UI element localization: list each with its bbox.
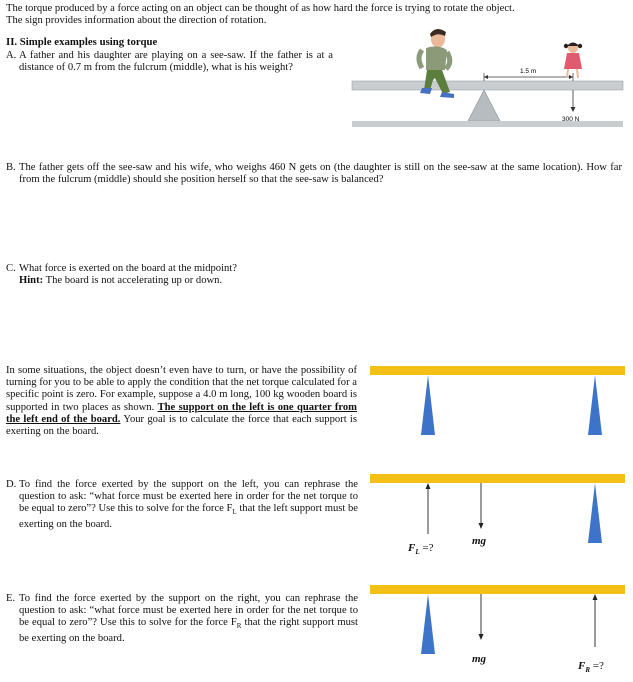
board-2 bbox=[370, 474, 625, 483]
part-e-sub: R bbox=[236, 622, 242, 631]
part-a-text: A father and his daughter are playing on a see-saw. If the father is at a distance of 0.7 m from the fulcrum (middle), what is his weight? bbox=[19, 50, 333, 74]
part-b-label: B. bbox=[6, 162, 16, 173]
situation-text-1: In some situations, the object doesn’t even have to turn, or have the possibility of turning for you to be able to apply the condition that the net torque calculated for a specific point is zero. For example, suppose a 4.0 m long, 100 kg wooden board is supported in two places as shown. bbox=[6, 365, 357, 413]
intro-line-2: The sign provides information about the direction of rotation. bbox=[6, 15, 267, 26]
part-d-text: To find the force exerted by the support on the left, you can rephrase the question to ask: “what force must be exerted here in order for the net torque to be equal to zero”? Use this to solve for the force F bbox=[19, 479, 358, 515]
seesaw-fulcrum bbox=[468, 90, 500, 121]
part-e bbox=[6, 593, 358, 645]
left-support-1 bbox=[421, 375, 435, 435]
fr-label: $F_R$ =? bbox=[578, 660, 604, 675]
right-support-2 bbox=[588, 483, 602, 543]
part-e-label: E. bbox=[6, 593, 16, 604]
section-title: II. Simple examples using torque bbox=[6, 36, 158, 48]
mg-label-2: mg bbox=[472, 535, 487, 547]
board-1 bbox=[370, 366, 625, 375]
part-a-label: A. bbox=[6, 50, 17, 61]
mg-label-3: mg bbox=[472, 653, 487, 665]
seesaw-board bbox=[352, 81, 623, 90]
hint-label: Hint: bbox=[19, 275, 44, 287]
part-a bbox=[6, 50, 333, 74]
part-b bbox=[6, 162, 622, 186]
part-d-text-end: that the left support must be exerting on the board. bbox=[19, 503, 358, 530]
part-c bbox=[6, 263, 406, 287]
fl-label: $F_L$ =? bbox=[408, 542, 434, 557]
distance-label: 1.5 m bbox=[520, 68, 537, 75]
part-b-text: The father gets off the see-saw and his wife, who weighs 460 N gets on (the daughter is still on the see-saw at the same location). How far from the fulcrum (middle) should she position herself so that the see-saw is balanced? bbox=[19, 162, 622, 186]
part-d-label: D. bbox=[6, 479, 17, 490]
situation-emphasis: The support on the left is one quarter from the left end of the board. bbox=[6, 401, 357, 425]
weight-label: 300 N bbox=[562, 116, 580, 123]
part-d-sub: L bbox=[232, 508, 237, 517]
left-support-3 bbox=[421, 594, 435, 654]
part-e-text-end: that the right support must be exerting on the board. bbox=[19, 617, 358, 644]
situation-text-2: Your goal is to calculate the force that each support is exerting on the board. bbox=[6, 413, 357, 438]
seesaw-ground bbox=[352, 121, 623, 127]
seesaw-figure bbox=[350, 22, 625, 130]
board-3 bbox=[370, 585, 625, 594]
part-d bbox=[6, 479, 358, 531]
part-e-text: To find the force exerted by the support on the right, you can rephrase the question to ask: “what force must be exerted here in order for the net torque to be equal to zero”? Use this to solve for the force F bbox=[19, 593, 358, 629]
right-support-1 bbox=[588, 375, 602, 435]
hint-text: The board is not accelerating up or down. bbox=[43, 275, 223, 287]
daughter-figure bbox=[564, 43, 582, 79]
part-c-label: C. bbox=[6, 263, 16, 274]
intro-line-1: The torque produced by a force acting on an object can be thought of as how hard the force is trying to rotate the object. bbox=[6, 3, 515, 14]
situation-paragraph bbox=[6, 365, 357, 438]
part-c-text: What force is exerted on the board at the midpoint? bbox=[19, 263, 237, 274]
board-figure-1 bbox=[370, 366, 630, 438]
